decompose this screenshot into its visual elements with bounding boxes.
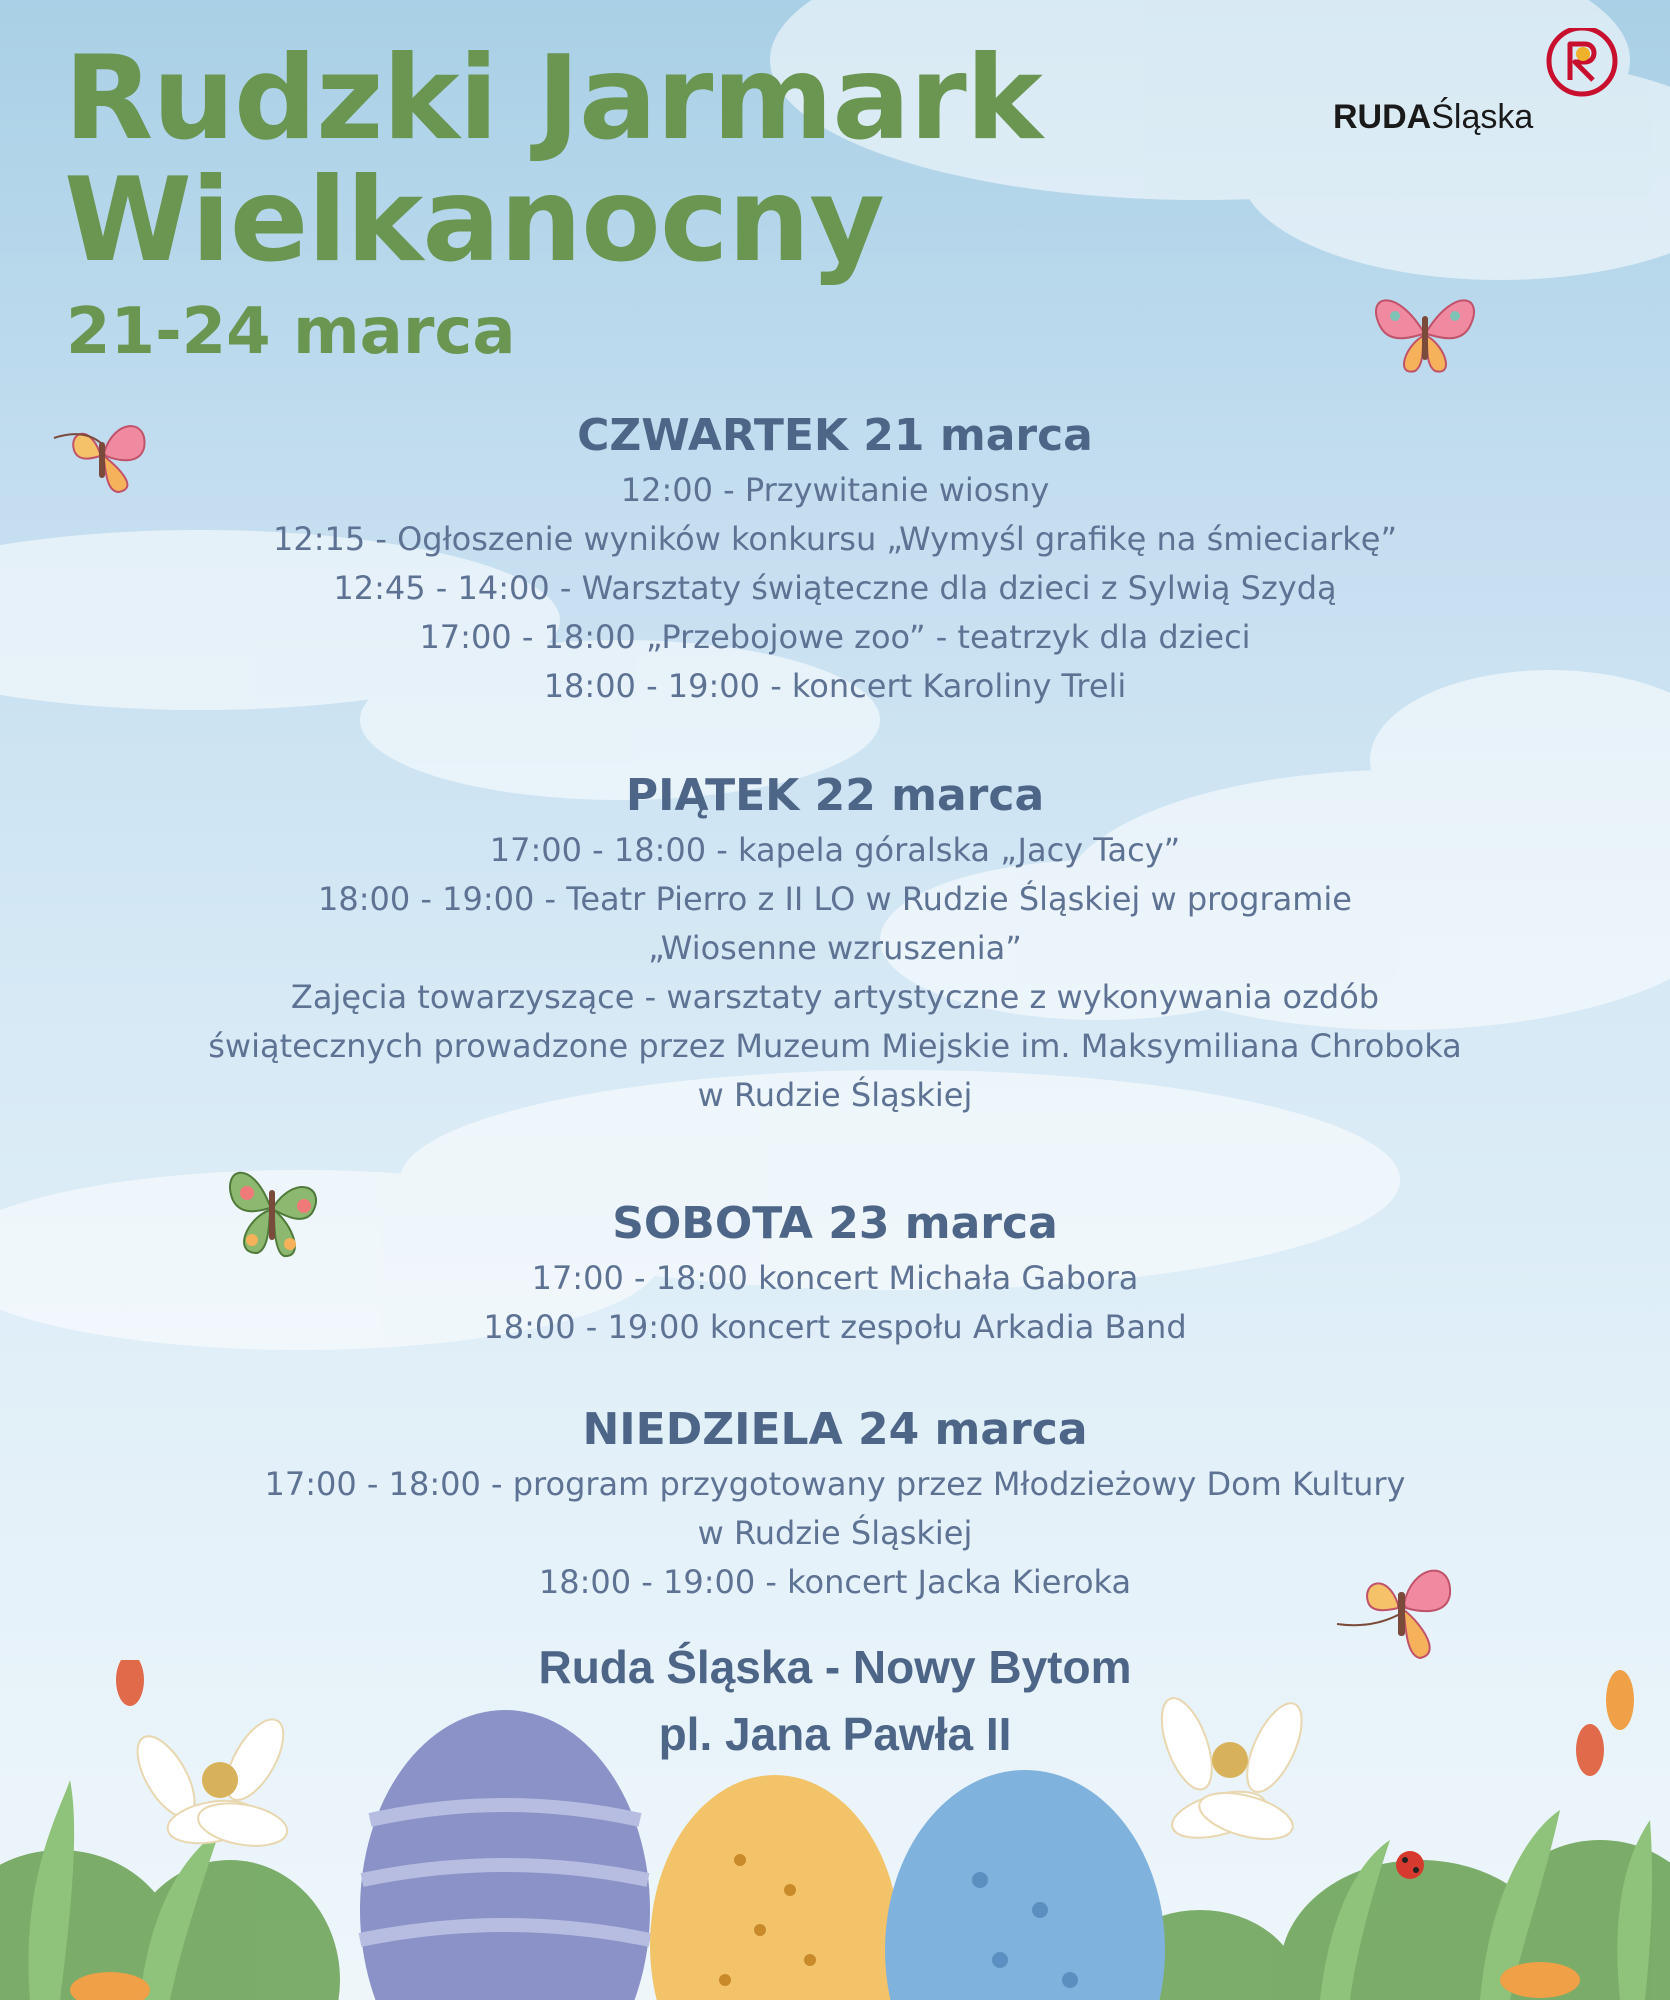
schedule-line: świątecznych prowadzone przez Muzeum Miejskie im. Maksymiliana Chroboka [208,1027,1462,1065]
schedule-line: 18:00 - 19:00 - Teatr Pierro z II LO w Rudzie Śląskiej w programie [318,880,1352,918]
schedule-line: 17:00 - 18:00 - kapela góralska „Jacy Tacy” [489,831,1181,869]
schedule-line: w Rudzie Śląskiej [697,1076,973,1114]
schedule-line: 18:00 - 19:00 - koncert Jacka Kieroka [538,1563,1132,1601]
day-title: PIĄTEK 22 marca [625,770,1045,821]
schedule-line: 17:00 - 18:00 - program przygotowany przez Młodzieżowy Dom Kultury [264,1465,1406,1503]
page-title [64,31,1042,288]
ruda-slaska-emblem-icon [1537,28,1627,118]
event-dates: 21-24 marca [66,295,516,369]
logo-wordmark [1333,98,1533,137]
butterfly-icon [212,1148,332,1268]
schedule-line: 12:45 - 14:00 - Warsztaty świąteczne dla dzieci z Sylwią Szydą [333,569,1337,607]
title-line-2: Wielkanocny [64,153,884,288]
day-title: SOBOTA 23 marca [612,1198,1058,1249]
location-line-1: Ruda Śląska - Nowy Bytom [538,1641,1132,1693]
schedule-line: Zajęcia towarzyszące - warsztaty artystyczne z wykonywania ozdób [290,978,1380,1016]
butterfly-icon [44,408,159,498]
location-line-2: pl. Jana Pawła II [658,1708,1012,1760]
schedule-line: 18:00 - 19:00 - koncert Karoliny Treli [543,667,1127,705]
logo-regular: Śląska [1431,98,1534,136]
easter-egg-icon [885,1770,1165,2000]
event-location [0,1634,1670,1768]
easter-egg-icon [650,1775,900,2000]
schedule-line: 12:15 - Ogłoszenie wyników konkursu „Wymyśl grafikę na śmieciarkę” [272,520,1398,558]
schedule-line: 17:00 - 18:00 koncert Michała Gabora [531,1259,1139,1297]
day-title: NIEDZIELA 24 marca [582,1404,1088,1455]
day-friday [0,766,1670,1120]
schedule-line: 12:00 - Przywitanie wiosny [620,471,1050,509]
day-title: CZWARTEK 21 marca [577,410,1093,461]
schedule-line: „Wiosenne wzruszenia” [648,929,1022,967]
title-line-1: Rudzki Jarmark [64,31,1042,166]
butterfly-icon [1365,276,1485,386]
schedule-line: w Rudzie Śląskiej [697,1514,973,1552]
day-thursday [0,406,1670,711]
schedule-line: 18:00 - 19:00 koncert zespołu Arkadia Band [483,1308,1187,1346]
ladybug-icon [1396,1851,1424,1879]
schedule-line: 17:00 - 18:00 „Przebojowe zoo” - teatrzyk dla dzieci [419,618,1251,656]
logo-bold: RUDA [1333,98,1432,136]
city-logo [1330,28,1630,148]
